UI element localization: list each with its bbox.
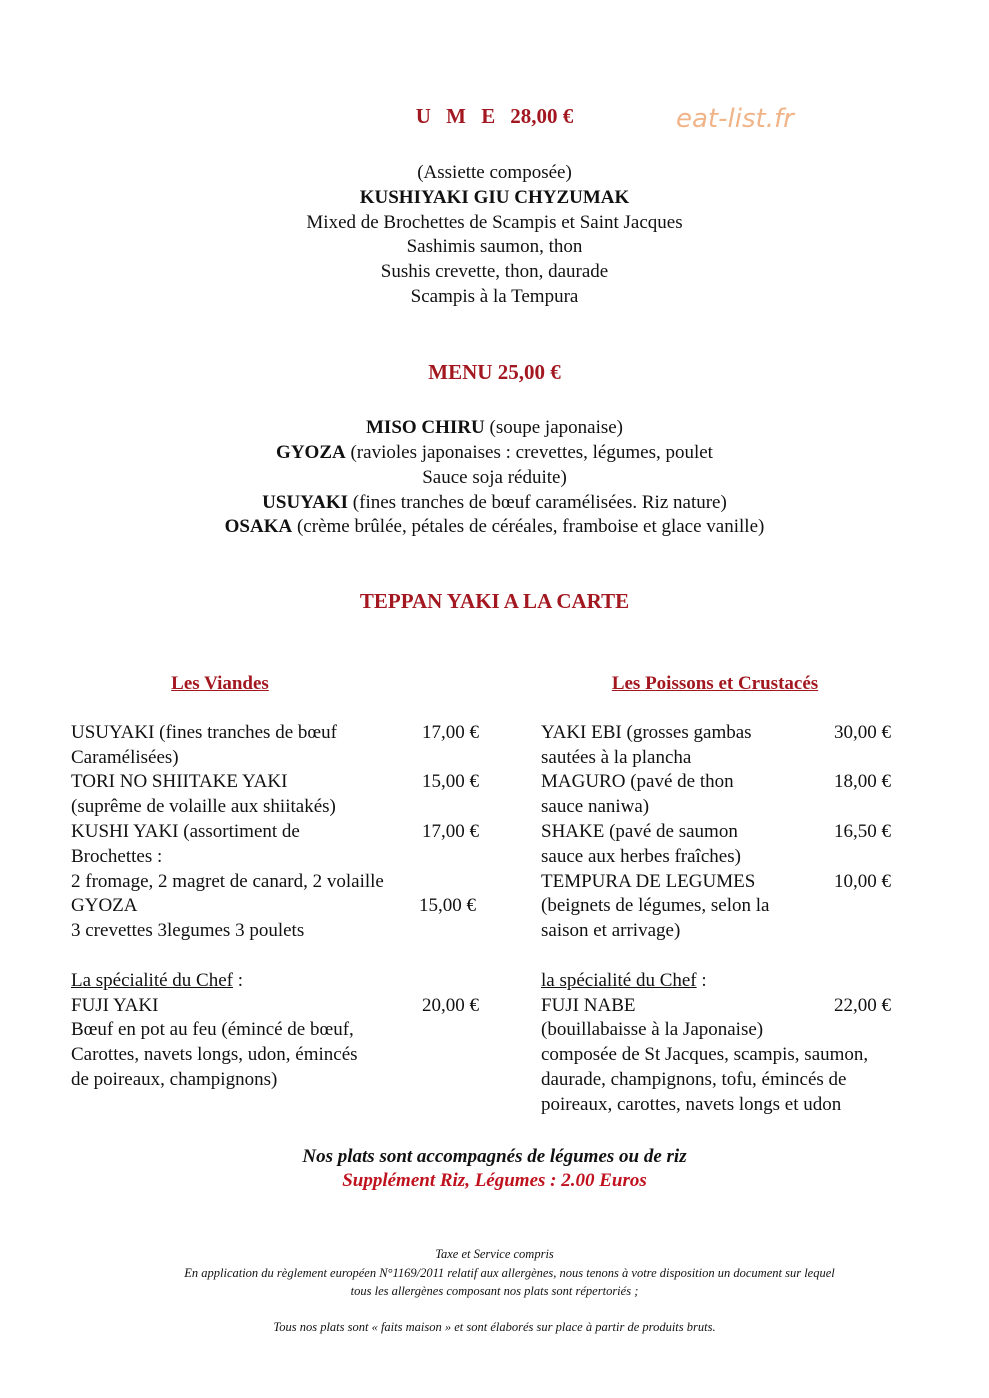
viandes-line: 2 fromage, 2 magret de canard, 2 volaille [71,871,384,892]
menu-title: MENU 25,00 € [428,360,561,384]
ume-line: Mixed de Brochettes de Scampis et Saint Jacques [306,212,683,233]
ume-line: KUSHIYAKI GIU CHYZUMAK [359,187,630,208]
poissons-line: sautées à la plancha [541,747,692,768]
accompaniment-note: Nos plats sont accompagnés de légumes ou de riz [302,1146,687,1167]
viandes-line: KUSHI YAKI (assortiment de [71,821,300,842]
footer-allergen-2: tous les allergènes composant nos plats sont répertoriés ; [350,1284,639,1298]
ume-line: (Assiette composée) [417,162,572,183]
poissons-heading: Les Poissons et Crustacés [611,673,819,694]
poissons-price: 16,50 € [834,821,891,842]
menu-item [0,490,989,515]
poissons-line: sauce naniwa) [541,796,650,817]
poissons-chef-line: (bouillabaisse à la Japonaise) [541,1019,764,1040]
viandes-line: (suprême de volaille aux shiitakés) [71,796,336,817]
poissons-line: sauce aux herbes fraîches) [541,846,741,867]
menu-item-name: USUYAKI [262,492,349,513]
ume-price: 28,00 € [510,104,574,128]
carte-title: TEPPAN YAKI A LA CARTE [359,589,630,613]
viandes-line: Brochettes : [71,846,163,867]
menu-item-desc: (fines tranches de bœuf caramélisées. Riz nature) [348,492,727,513]
menu-item-desc: (crème brûlée, pétales de céréales, framboise et glace vanille) [292,516,765,537]
poissons-line: (beignets de légumes, selon la [541,895,770,916]
footer-homemade: Tous nos plats sont « faits maison » et sont élaborés sur place à partir de produits bruts. [273,1320,716,1334]
poissons-price: 30,00 € [834,722,891,743]
viandes-price: 17,00 € [422,821,479,842]
viandes-price: 15,00 € [422,771,479,792]
ume-line: Scampis à la Tempura [410,286,579,307]
watermark-logo: eat-list.fr [676,104,794,134]
ume-title [0,104,989,129]
viandes-chef-label [71,969,243,994]
chef-label-text: La spécialité du Chef [71,970,233,991]
poissons-chef-line: FUJI NABE [541,995,636,1016]
footer-allergen-1: En application du règlement européen N°1169/2011 relatif aux allergènes, nous tenons à votre disposition un document sur lequel [184,1266,835,1280]
poissons-line: YAKI EBI (grosses gambas [541,722,752,743]
poissons-line: TEMPURA DE LEGUMES [541,871,756,892]
viandes-chef-line: de poireaux, champignons) [71,1069,278,1090]
poissons-line: SHAKE (pavé de saumon [541,821,738,842]
poissons-chef-label [541,969,707,994]
ume-name: U M E [415,104,501,128]
viandes-chef-line: FUJI YAKI [71,995,159,1016]
ume-line: Sushis crevette, thon, daurade [380,261,609,282]
viandes-line: USUYAKI (fines tranches de bœuf [71,722,337,743]
poissons-line: MAGURO (pavé de thon [541,771,734,792]
poissons-price: 18,00 € [834,771,891,792]
viandes-chef-line: Carottes, navets longs, udon, émincés [71,1044,358,1065]
viandes-chef-line: Bœuf en pot au feu (émincé de bœuf, [71,1019,354,1040]
poissons-chef-line: composée de St Jacques, scampis, saumon, [541,1044,869,1065]
ume-line: Sashimis saumon, thon [406,236,583,257]
menu-item-desc: (ravioles japonaises : crevettes, légumes, poulet [345,442,713,463]
menu-item-desc: Sauce soja réduite) [422,467,567,488]
viandes-line: Caramélisées) [71,747,179,768]
viandes-line: 3 crevettes 3legumes 3 poulets [71,920,305,941]
viandes-price: 15,00 € [419,895,476,916]
poissons-chef-line: daurade, champignons, tofu, émincés de [541,1069,847,1090]
menu-item-name: OSAKA [224,516,293,537]
poissons-line: saison et arrivage) [541,920,681,941]
viandes-line: GYOZA [71,895,138,916]
viandes-price: 17,00 € [422,722,479,743]
poissons-chef-price: 22,00 € [834,995,891,1016]
menu-item-desc: (soupe japonaise) [484,417,623,438]
menu-item [0,465,989,490]
viandes-heading: Les Viandes [171,673,269,694]
menu-item-name: MISO CHIRU [366,417,485,438]
chef-label-text: la spécialité du Chef [541,970,697,991]
chef-label-colon: : [696,970,707,991]
menu-item [0,514,989,539]
footer-tax: Taxe et Service compris [435,1247,554,1261]
poissons-chef-line: poireaux, carottes, navets longs et udon [541,1094,842,1115]
menu-item [0,415,989,440]
supplement-note: Supplément Riz, Légumes : 2.00 Euros [342,1170,647,1191]
chef-label-colon: : [232,970,243,991]
menu-item [0,440,989,465]
menu-item-name: GYOZA [276,442,346,463]
poissons-price: 10,00 € [834,871,891,892]
viandes-line: TORI NO SHIITAKE YAKI [71,771,288,792]
viandes-chef-price: 20,00 € [422,995,479,1016]
